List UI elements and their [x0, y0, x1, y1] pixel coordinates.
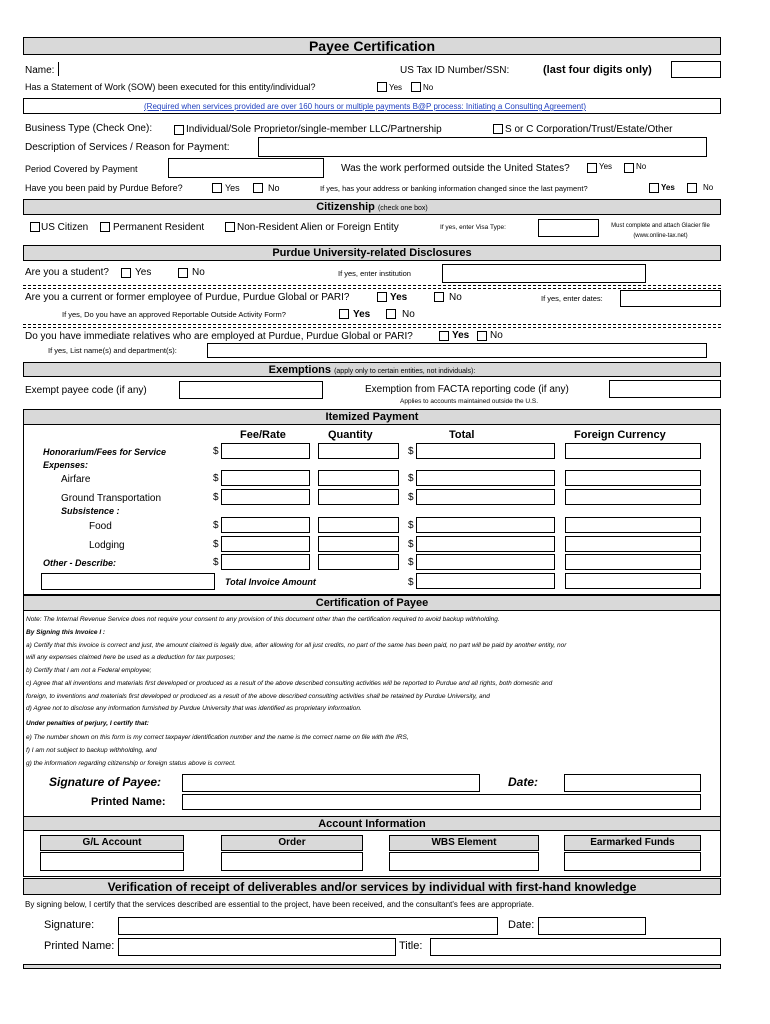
honorarium-total-input[interactable] [416, 443, 555, 459]
glacier-note-2: (www.online-tax.net) [633, 233, 688, 239]
other-qty-input[interactable] [318, 554, 399, 570]
ground-total-input[interactable] [416, 489, 555, 505]
verification-header: Verification of receipt of deliverables and/or services by individual with first-hand knowledge [23, 878, 721, 895]
address-changed-yes-label: Yes [661, 183, 675, 192]
honorarium-label: Honorarium/Fees for Service [43, 447, 167, 457]
airfare-qty-input[interactable] [318, 470, 399, 486]
student-no-checkbox[interactable] [178, 268, 188, 278]
airfare-label: Airfare [61, 474, 91, 485]
lodging-label: Lodging [89, 540, 125, 551]
non-resident-checkbox[interactable] [225, 222, 235, 232]
sow-question: Has a Statement of Work (SOW) been executed for this entity/individual? [25, 82, 316, 92]
exemptions-header [23, 362, 721, 377]
certification-header: Certification of Payee [23, 595, 721, 611]
verifier-signature-input[interactable] [118, 917, 498, 935]
student-yes-checkbox[interactable] [121, 268, 131, 278]
certification-d: d) Agree not to disclose any information furnished by Purdue University that was identified as proprietary information. [26, 705, 362, 712]
outside-us-yes-label: Yes [599, 162, 613, 171]
period-label: Period Covered by Payment [25, 164, 138, 174]
certification-a2: will any expenses claimed here be used as a deduction for tax purposes; [26, 654, 236, 661]
total-invoice-label: Total Invoice Amount [225, 577, 316, 587]
student-yes-label: Yes [135, 267, 152, 278]
sow-note-link[interactable]: (Required when services provided are over 160 hours or multiple payments B@P process: Initiating a Consulting Agreement) [144, 102, 586, 111]
business-corp-checkbox[interactable] [493, 124, 503, 134]
airfare-foreign-input[interactable] [565, 470, 701, 486]
taxid-label: US Tax ID Number/SSN: [400, 65, 510, 76]
sow-yes-checkbox[interactable] [377, 82, 387, 92]
institution-label: If yes, enter institution [338, 269, 411, 278]
outside-activity-yes-label: Yes [353, 309, 371, 320]
divider [23, 324, 721, 325]
col-quantity: Quantity [328, 429, 373, 441]
verifier-title-label: Title: [399, 940, 423, 952]
ground-transportation-label: Ground Transportation [61, 493, 162, 504]
certification-f: f) I am not subject to backup withholding, and [26, 747, 157, 754]
employee-question: Are you a current or former employee of Purdue, Purdue Global or PARI? [25, 292, 350, 303]
address-changed-yes-checkbox[interactable] [649, 183, 659, 193]
lodging-foreign-input[interactable] [565, 536, 701, 552]
relatives-yes-checkbox[interactable] [439, 331, 449, 341]
payee-printed-name-label: Printed Name: [91, 796, 166, 808]
airfare-fee-input[interactable] [221, 470, 310, 486]
verifier-signature-label: Signature: [44, 919, 95, 931]
disclosures-header: Purdue University-related Disclosures [23, 245, 721, 261]
expenses-label: Expenses: [43, 460, 89, 470]
paid-before-question: Have you been paid by Purdue Before? [25, 183, 183, 193]
dollar-sign: $ [213, 492, 219, 503]
lodging-total-input[interactable] [416, 536, 555, 552]
ground-qty-input[interactable] [318, 489, 399, 505]
paid-before-yes-checkbox[interactable] [212, 183, 222, 193]
facta-label: Exemption from FACTA reporting code (if any) [365, 384, 569, 395]
payee-date-label: Date: [508, 775, 539, 789]
certification-a1: a) Certify that this invoice is correct and just, the amount claimed is legally due, after allowing for all just credits, no part of the same has been paid, no part will be paid by another entity, nor [26, 642, 567, 649]
food-foreign-input[interactable] [565, 517, 701, 533]
outside-us-question: Was the work performed outside the United States? [341, 163, 570, 174]
outside-activity-no-label: No [402, 309, 415, 320]
gl-account-input[interactable] [40, 852, 184, 871]
dollar-sign: $ [408, 577, 414, 588]
student-no-label: No [192, 267, 205, 278]
order-header: Order [221, 835, 363, 851]
dollar-sign: $ [408, 492, 414, 503]
verifier-printed-name-input[interactable] [118, 938, 396, 956]
employee-yes-label: Yes [390, 292, 408, 303]
paid-before-no-checkbox[interactable] [253, 183, 263, 193]
payee-signature-label: Signature of Payee: [49, 775, 162, 789]
employee-yes-checkbox[interactable] [377, 292, 387, 302]
food-qty-input[interactable] [318, 517, 399, 533]
dollar-sign: $ [408, 520, 414, 531]
verifier-date-input[interactable] [538, 917, 646, 935]
payee-printed-name-input[interactable] [182, 794, 701, 810]
citizenship-header-title: Citizenship [316, 201, 375, 213]
honorarium-foreign-input[interactable] [565, 443, 701, 459]
certification-c2: foreign, to inventions and materials first developed or produced as a result of the above described consulting activities shall be retained by Purdue University, and [26, 693, 490, 700]
certification-g: g) the information regarding citizenship or foreign status above is correct. [26, 760, 236, 767]
other-label: Other - Describe: [43, 558, 117, 568]
relatives-question: Do you have immediate relatives who are employed at Purdue, Purdue Global or PARI? [25, 331, 413, 342]
other-foreign-input[interactable] [565, 554, 701, 570]
relatives-no-label: No [490, 330, 503, 341]
outside-activity-no-checkbox[interactable] [386, 309, 396, 319]
citizenship-header [23, 199, 721, 215]
visa-type-label: If yes, enter Visa Type: [440, 224, 506, 231]
name-label: Name: [25, 65, 55, 76]
us-citizen-label: US Citizen [41, 222, 89, 233]
paid-before-yes-label: Yes [225, 183, 240, 193]
employee-no-checkbox[interactable] [434, 292, 444, 302]
verification-statement: By signing below, I certify that the services described are essential to the project, have been received, and the consultant's fees are appropriate. [25, 900, 534, 909]
certification-signing: By Signing this Invoice I : [26, 629, 106, 636]
dollar-sign: $ [408, 539, 414, 550]
food-fee-input[interactable] [221, 517, 310, 533]
outside-activity-yes-checkbox[interactable] [339, 309, 349, 319]
other-describe-input[interactable] [41, 573, 215, 590]
relatives-yes-label: Yes [452, 330, 470, 341]
exemptions-header-title: Exemptions [268, 364, 332, 376]
us-citizen-checkbox[interactable] [30, 222, 40, 232]
divider [23, 288, 721, 289]
ground-fee-input[interactable] [221, 489, 310, 505]
ground-foreign-input[interactable] [565, 489, 701, 505]
other-total-input[interactable] [416, 554, 555, 570]
visa-type-input[interactable] [538, 219, 599, 237]
name-input[interactable] [58, 62, 61, 76]
business-individual-label: Individual/Sole Proprietor/single-member LLC/Partnership [186, 124, 442, 135]
food-total-input[interactable] [416, 517, 555, 533]
sow-no-label: No [423, 83, 434, 92]
certification-note: Note: The Internal Revenue Service does not require your consent to any provision of this document other than the certification required to avoid backup withholding. [26, 616, 500, 623]
business-individual-checkbox[interactable] [174, 125, 184, 135]
dollar-sign: $ [213, 539, 219, 550]
dates-label: If yes, enter dates: [541, 294, 603, 303]
airfare-total-input[interactable] [416, 470, 555, 486]
permanent-resident-label: Permanent Resident [113, 222, 205, 233]
certification-e: e) The number shown on this form is my correct taxpayer identification number and the name is the correct name on file with the IRS, [26, 734, 409, 741]
dollar-sign: $ [408, 473, 414, 484]
student-question: Are you a student? [25, 267, 109, 278]
lodging-qty-input[interactable] [318, 536, 399, 552]
outside-us-yes-checkbox[interactable] [587, 163, 597, 173]
payee-date-input[interactable] [564, 774, 701, 792]
address-changed-no-label: No [703, 183, 714, 192]
dollar-sign: $ [408, 557, 414, 568]
outside-activity-question: If yes, Do you have an approved Reportable Outside Activity Form? [62, 310, 286, 319]
relatives-no-checkbox[interactable] [477, 331, 487, 341]
dollar-sign: $ [213, 557, 219, 568]
institution-input[interactable] [442, 264, 646, 283]
sow-no-checkbox[interactable] [411, 82, 421, 92]
divider [23, 327, 721, 328]
sow-yes-label: Yes [389, 83, 403, 92]
employee-no-label: No [449, 292, 462, 303]
lodging-fee-input[interactable] [221, 536, 310, 552]
earmarked-funds-input[interactable] [564, 852, 701, 871]
dollar-sign: $ [213, 446, 219, 457]
period-input[interactable] [168, 158, 324, 178]
citizenship-header-note: (check one box) [377, 205, 428, 212]
exempt-payee-code-input[interactable] [179, 381, 323, 399]
description-input[interactable] [258, 137, 707, 157]
earmarked-funds-header: Earmarked Funds [564, 835, 701, 851]
footer-bar [23, 964, 721, 969]
permanent-resident-checkbox[interactable] [100, 222, 110, 232]
address-changed-question: If yes, has your address or banking information changed since the last payment? [320, 184, 588, 193]
exemptions-header-note: (apply only to certain entities, not individuals): [334, 368, 476, 375]
facta-note: Applies to accounts maintained outside the U.S. [400, 398, 539, 405]
col-total: Total [449, 429, 475, 441]
honorarium-qty-input[interactable] [318, 443, 399, 459]
taxid-note: (last four digits only) [543, 64, 652, 76]
relatives-list-input[interactable] [207, 343, 707, 358]
other-fee-input[interactable] [221, 554, 310, 570]
relatives-list-label: If yes, List name(s) and department(s): [48, 346, 177, 355]
subsistence-label: Subsistence : [61, 506, 120, 516]
food-label: Food [89, 521, 112, 532]
wbs-element-input[interactable] [389, 852, 539, 871]
certification-c1: c) Agree that all inventions and materials first developed or produced as a result of the above described consulting activities will be reported to Purdue and all rights, both domestic and [26, 680, 553, 687]
gl-account-header: G/L Account [40, 835, 184, 851]
page-title: Payee Certification [23, 37, 721, 55]
address-changed-no-checkbox[interactable] [687, 183, 697, 193]
col-foreign-currency: Foreign Currency [574, 429, 666, 441]
divider [23, 285, 721, 286]
description-label: Description of Services / Reason for Payment: [25, 142, 230, 153]
account-header: Account Information [23, 816, 721, 831]
honorarium-fee-input[interactable] [221, 443, 310, 459]
certification-perjury: Under penalties of perjury, I certify that: [26, 720, 149, 727]
certification-b: b) Certify that I am not a Federal employee; [26, 667, 152, 674]
exempt-payee-code-label: Exempt payee code (if any) [25, 385, 147, 396]
glacier-note-1: Must complete and attach Glacier file [611, 223, 710, 229]
outside-us-no-label: No [636, 162, 647, 171]
payee-signature-input[interactable] [182, 774, 480, 792]
total-invoice-foreign-input[interactable] [565, 573, 701, 589]
dollar-sign: $ [213, 520, 219, 531]
total-invoice-input[interactable] [416, 573, 555, 589]
itemized-header: Itemized Payment [23, 409, 721, 425]
order-input[interactable] [221, 852, 363, 871]
verifier-printed-name-label: Printed Name: [44, 940, 115, 952]
paid-before-no-label: No [268, 183, 280, 193]
col-fee-rate: Fee/Rate [240, 429, 286, 441]
verifier-title-input[interactable] [430, 938, 721, 956]
outside-us-no-checkbox[interactable] [624, 163, 634, 173]
dates-input[interactable] [620, 290, 721, 307]
dollar-sign: $ [408, 446, 414, 457]
business-corp-label: S or C Corporation/Trust/Estate/Other [505, 124, 673, 135]
verifier-date-label: Date: [508, 919, 535, 931]
business-type-label: Business Type (Check One): [25, 123, 153, 134]
facta-input[interactable] [609, 380, 721, 398]
non-resident-label: Non-Resident Alien or Foreign Entity [237, 222, 399, 233]
dollar-sign: $ [213, 473, 219, 484]
taxid-input[interactable] [671, 61, 721, 78]
wbs-element-header: WBS Element [389, 835, 539, 851]
